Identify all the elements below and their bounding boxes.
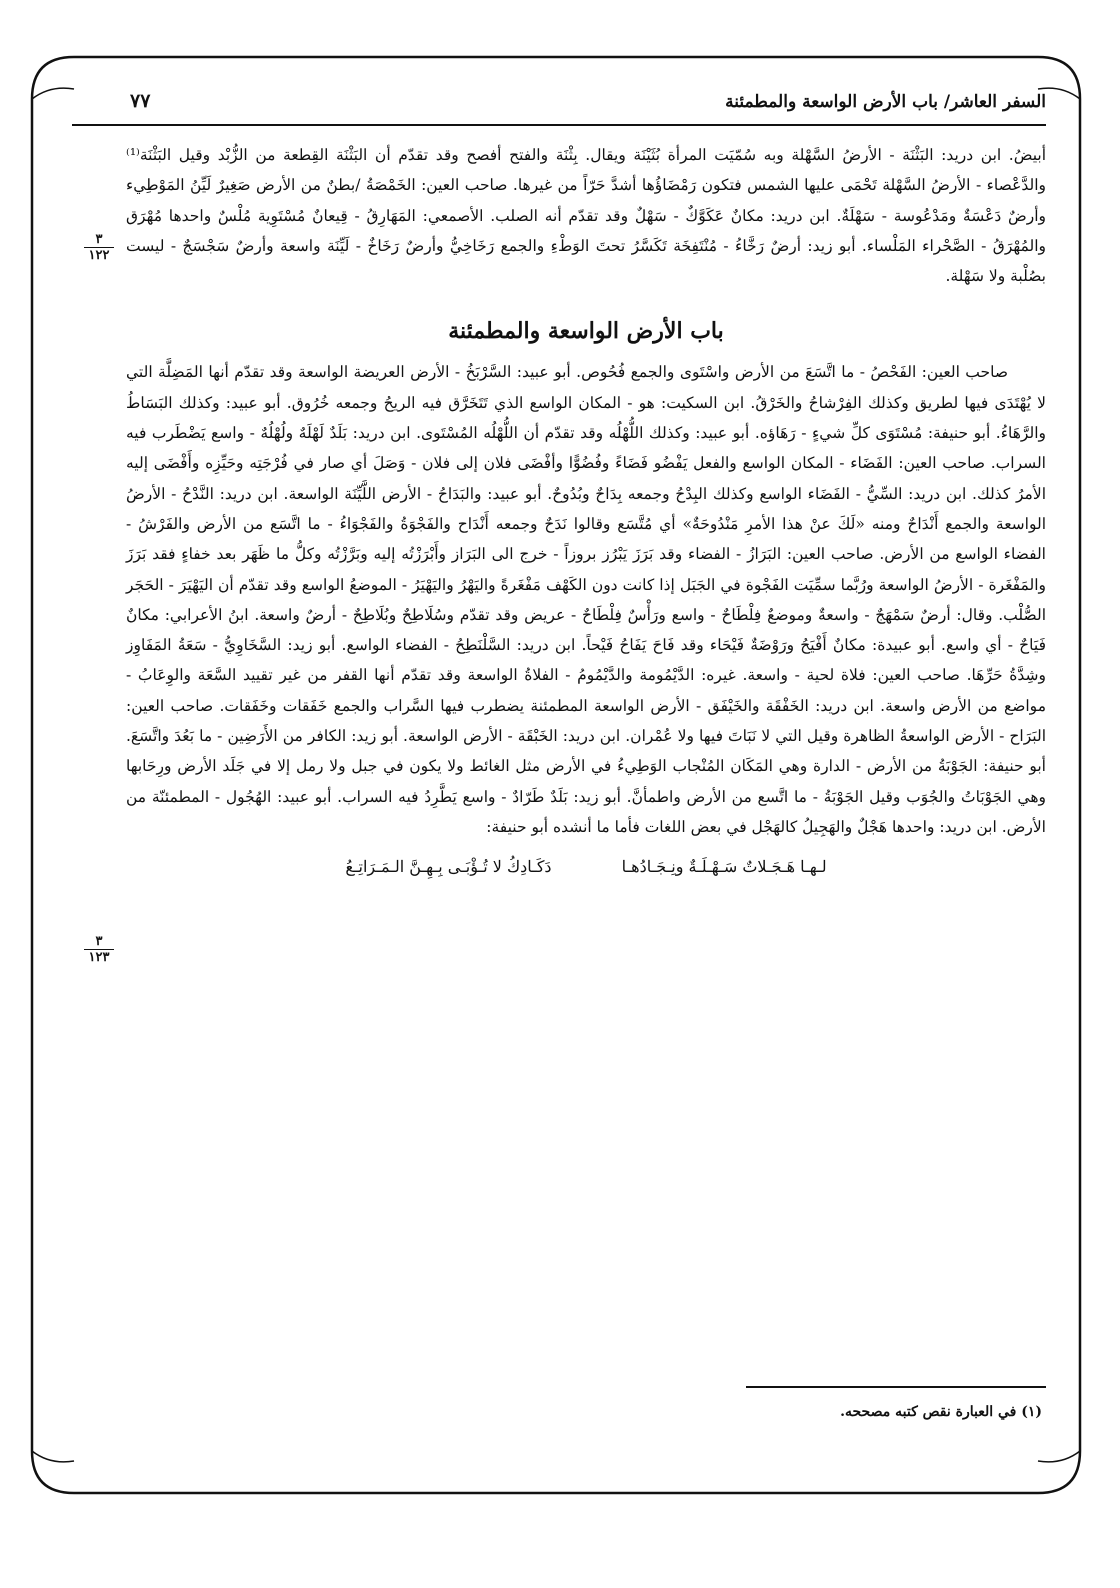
footnote-divider [746, 1386, 1046, 1388]
verse-second-hemistich: دَكَـادِكُ لا تُـؤْبَـى بِـهِـنَّ الـمَـرَاتِـعُ [345, 857, 552, 877]
verse-first-hemistich: لـهـا هَـجَـلاتٌ سَـهْـلَـةٌ ونِـجَـادُهـا [621, 857, 827, 877]
poetry-verse [126, 852, 1046, 882]
margin-reference-1 [82, 232, 116, 263]
margin-ref-volume: ٣ [95, 934, 103, 949]
margin-reference-2 [82, 934, 116, 965]
margin-ref-page: ١٢٢ [88, 248, 110, 263]
header-divider [72, 124, 1046, 126]
paragraph-continuation: أبيضُ. ابن دريد: البَثْنَة - الأرضُ السَّهْلة وبه سُمّيَت المرأة بُثَيْنَة ويقال. بِثْنَة والفتح أفصح وقد تقدّم أن البَثْنَة القِطعة من الزُّبْد وقيل البَثْنَة⁽¹⁾ والدَّعْصاء - الأرضُ السَّهْلة تَحْمَى عليها الشمس فتكون رَمْضَاؤُها أشدَّ حَرّاً من غيرها. صاحب العين: الخَمْصَةُ /بطنٌ من الأرض صَغِيرٌ لَيِّنُ المَوْطِيء وأرضٌ دَعْسَةٌ ومَدْعُوسة - سَهْلَةٌ. ابن دريد: مكانٌ عَكَوَّكٌ - سَهْلٌ وقد تقدّم أنه الصلب. الأصمعي: المَهَارِقُ - قِيعانٌ مُسْتَوِية مُلْسٌ واحدها مُهْرَق والمُهْرَقُ - الصَّحْراء المَلْساء. أبو زيد: أرضٌ رَخَّاءُ - مُنْتَفِخَة تَكَسَّرُ تحتَ الوَطْءِ والجمع رَخَاخِيُّ وأرضٌ رَخَاخٌ - لَيِّنَة واسعة وأرضٌ سَجْسَجٌ - ليست بصُلْبة ولا سَهْلة. [126, 146, 1046, 286]
section-heading: باب الأرض الواسعة والمطمئنة [448, 318, 724, 345]
page-number: ٧٧ [130, 90, 151, 112]
running-header-title: السفر العاشر/ باب الأرض الواسعة والمطمئنة [725, 92, 1046, 112]
paragraph-main: صاحب العين: الفَحْصُ - ما اتَّسَعَ من الأرض واسْتَوى والجمع فُحُوص. أبو عبيد: السَّرْبَخُ - الأرض العريضة الواسعة وقد تقدّم أنها المَضِلَّة التي لا يُهْتَدَى فيها لطريق وكذلك الفِرْشاحُ والخَرْقُ. ابن السكيت: هو - المكان الواسع الذي تَتَخَرَّق فيه الريحُ وجمعه خُرُوق. أبو عبيد: وكذلك البَسَاطُ والرَّهَاءُ. أبو حنيفة: مُسْتَوَى كلِّ شيءٍ - رَهَاؤه. أبو عبيد: وكذلك اللُّهْلُه وقد تقدّم أن اللُّهْلُه المُسْتَوى. ابن دريد: بَلَدٌ لَهْلَهٌ ولُهْلُهٌ - واسع يَضْطَرب فيه السراب. صاحب العين: الفَضَاء - المكان الواسع والفعل يَفْضُو فَضَاءً وفُضُوًّا وأفْضَى فلان إلى فلان - وَصَلَ أي صار في فُرْجَتِه وحَيِّزِه وأَفْضَى إليه الأمرُ كذلك. ابن دريد: السِّيُّ - الفَضَاء الواسع وكذلك البِدْحُ وجمعه بِدَاحٌ وبُدُوحٌ. أبو عبيد: والبَدَاحُ - الأرض اللَّيِّنَة الواسعة. ابن دريد: النَّدْحُ - الأرضُ الواسعة والجمع أَنْدَاحٌ ومنه «لَكَ عنْ هذا الأمرِ مَنْدُوحَةٌ» أي مُتَّسَع وقالوا نَدَحٌ وجمعه أَنْدَاح والفَجْوَةُ والفَجْوَاءُ - ما اتَّسَع من الأرض والفَرْشُ - الفضاء الواسع من الأرض. صاحب العين: البَرَازُ - الفضاء وقد بَرَزَ يَبْرُز بروزاً - خرج الى البَرَاز وأَبْرَزْتُه إليه وبَرَّزْتُه وكلُّ ما ظَهَر بعد خفاءٍ فقد بَرَزَ والمَفْغَرة - الأرضُ الواسعة ورُبَّما سمِّيَت الفَجْوة في الجَبَل إذا كانت دون الكَهْف مَفْغَرةً واليَهْرُ واليَهْيَرُ - الموضعُ الواسع وقد تقدّم أن اليَهْيَرَ - الحَجَر الصُّلْب. وقال: أرضٌ سَمْهَجٌ - واسعةٌ وموضعٌ فِلْطَاحٌ - واسع ورَأْسٌ فِلْطَاحٌ - عريض وقد تقدّم وسُلَاطِحٌ وبُلَاطِحٌ - أرضٌ واسعة. ابنُ الأعرابي: مكانٌ فَيَاحٌ - أي واسع. أبو عبيدة: مكانٌ أَفْيَحُ ورَوْضَةٌ فَيْحَاء وقد فَاحَ يَفَاحُ فَيْحاً. ابن دريد: السَّلْنَطِحُ - الفضاء الواسع. أبو زيد: السَّخَاوِيُّ - سَعَةُ المَفَاوِز وشِدَّةُ حَرِّهَا. صاحب العين: فلاة لحية - واسعة. غيره: الدَّيْمُومة والدَّيْمُومُ - الفلاةُ الواسعة وقد تقدّم أنها القفر من غير تقييد السَّعَة والوِعَابُ - مواضع من الأرض واسعة. ابن دريد: الخَفْقَة والخَيْفَق - الأرض الواسعة المطمئنة يضطرب فيها السَّراب والجمع خَفَقات وخَفَقات. صاحب العين: البَرَاح - الأرض الواسعةُ الظاهرة وقيل التي لا نَبَاتَ فيها ولا عُمْران. ابن دريد: الخَبْقَة - الأرض الواسعة. أبو زيد: الكافر من الأَرَضِين - ما بَعُدَ واتَّسَعَ. أبو حنيفة: الجَوْبَةُ من الأرض - الدارة وهي المَكَان المُنْجاب الوَطِيءُ في الأرض مثل الغائط ولا يكون في جبل ولا رمل إلا في جَلَد الأرض ورِحَابها وهي الجَوْبَاتُ والجُوَب وقيل الجَوْبَةُ - ما اتَّسع من الأرض واطمأنَّ. أبو زيد: بَلَدٌ طَرّادٌ - واسع يَطَّرِدُ فيه السراب. أبو عبيد: الهُجُول - المطمئنّة من الأرض. ابن دريد: واحدها هَجْلٌ والهَجِيلُ كالهَجْل في بعض اللغات فأما ما أنشده أبو حنيفة: [126, 363, 1046, 836]
footnote: (١) في العبارة نقص كتبه مصححه. [840, 1404, 1042, 1420]
main-text [126, 140, 1046, 883]
margin-ref-volume: ٣ [95, 232, 103, 247]
margin-ref-page: ١٢٣ [88, 950, 110, 965]
